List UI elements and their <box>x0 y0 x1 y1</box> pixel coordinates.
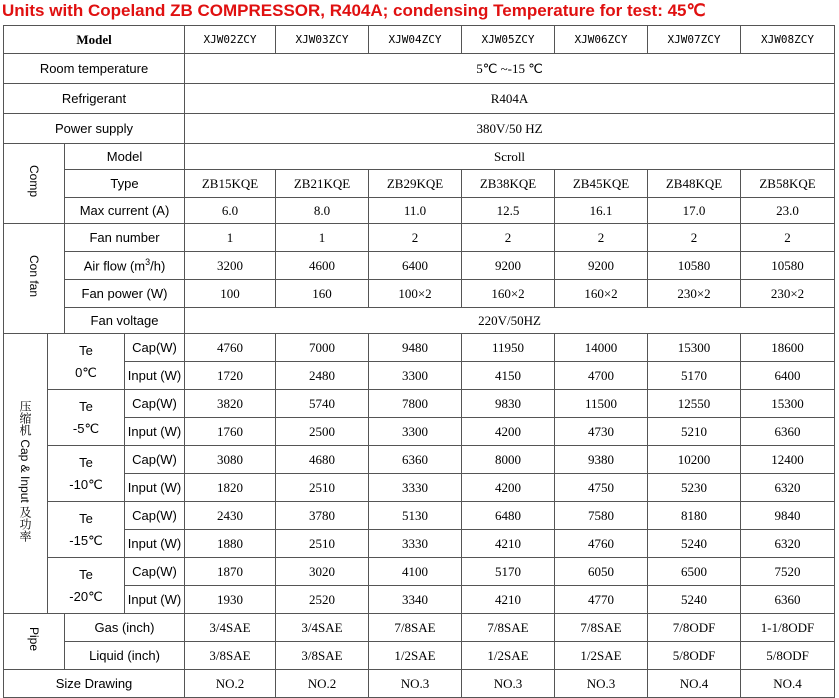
value-cell: 4700 <box>555 362 648 390</box>
input-row <box>4 362 835 390</box>
value-cell: 230×2 <box>648 280 741 308</box>
value-cell: 11.0 <box>369 198 462 224</box>
te-cell <box>48 446 125 502</box>
input-label: Input (W) <box>125 362 185 390</box>
value-cell: 3/8SAE <box>185 642 276 670</box>
value-cell: 5210 <box>648 418 741 446</box>
value-cell: 9830 <box>462 390 555 418</box>
value-cell: 12550 <box>648 390 741 418</box>
fan-voltage-row <box>4 308 835 334</box>
value-cell: ZB45KQE <box>555 170 648 198</box>
cap-label: Cap(W) <box>125 502 185 530</box>
value-cell: 9380 <box>555 446 648 474</box>
model-header: Model <box>4 26 185 54</box>
value-cell: 1/2SAE <box>555 642 648 670</box>
value-cell: XJW05ZCY <box>462 26 555 54</box>
input-label: Input (W) <box>125 418 185 446</box>
value-cell: 3200 <box>185 252 276 280</box>
value-cell: 18600 <box>741 334 835 362</box>
fan-number-row <box>4 224 835 252</box>
value-cell: 2520 <box>276 586 369 614</box>
comp-model-label: Model <box>65 144 185 170</box>
value-cell: 6360 <box>741 586 835 614</box>
comp-type-label: Type <box>65 170 185 198</box>
te-label: Te <box>79 342 93 358</box>
value-cell: XJW08ZCY <box>741 26 835 54</box>
document-title: Units with Copeland ZB COMPRESSOR, R404A; condensing Temperature for test: 45℃ <box>2 1 706 20</box>
value-cell: 1-1/8ODF <box>741 614 835 642</box>
fan-number-label: Fan number <box>65 224 185 252</box>
value-cell: 5170 <box>462 558 555 586</box>
input-row <box>4 586 835 614</box>
input-row <box>4 474 835 502</box>
value-cell: 230×2 <box>741 280 835 308</box>
room-temperature-value: 5℃ ~-15 ℃ <box>185 54 835 84</box>
value-cell: 3780 <box>276 502 369 530</box>
te-label: Te <box>79 510 93 526</box>
header-row <box>4 26 835 54</box>
value-cell: 9840 <box>741 502 835 530</box>
value-cell: NO.3 <box>462 670 555 698</box>
value-cell: 8000 <box>462 446 555 474</box>
power-supply-value: 380V/50 HZ <box>185 114 835 144</box>
value-cell: 2510 <box>276 530 369 558</box>
value-cell: 3820 <box>185 390 276 418</box>
fan-voltage-value: 220V/50HZ <box>185 308 835 334</box>
value-cell: 3080 <box>185 446 276 474</box>
air-flow-label-sup: 3 <box>145 257 151 268</box>
comp-model-value: Scroll <box>185 144 835 170</box>
value-cell: 5170 <box>648 362 741 390</box>
value-cell: 2480 <box>276 362 369 390</box>
value-cell: 7/8SAE <box>555 614 648 642</box>
value-cell: XJW07ZCY <box>648 26 741 54</box>
value-cell: 3300 <box>369 418 462 446</box>
power-supply-label: Power supply <box>4 114 185 144</box>
value-cell: XJW06ZCY <box>555 26 648 54</box>
value-cell: 4600 <box>276 252 369 280</box>
te-label: Te <box>79 454 93 470</box>
value-cell: 6050 <box>555 558 648 586</box>
cap-label: Cap(W) <box>125 334 185 362</box>
value-cell: 1930 <box>185 586 276 614</box>
cap-label: Cap(W) <box>125 558 185 586</box>
value-cell: 14000 <box>555 334 648 362</box>
value-cell: 1 <box>276 224 369 252</box>
fan-group-text: Con fan <box>27 255 41 298</box>
value-cell: 7/8ODF <box>648 614 741 642</box>
refrigerant-value: R404A <box>185 84 835 114</box>
value-cell: 1880 <box>185 530 276 558</box>
value-cell: 160×2 <box>462 280 555 308</box>
value-cell: ZB48KQE <box>648 170 741 198</box>
fan-power-row <box>4 280 835 308</box>
value-cell: NO.3 <box>369 670 462 698</box>
value-cell: 10200 <box>648 446 741 474</box>
value-cell: 6320 <box>741 530 835 558</box>
cap-label: Cap(W) <box>125 390 185 418</box>
value-cell: 4730 <box>555 418 648 446</box>
value-cell: 9480 <box>369 334 462 362</box>
value-cell: 2 <box>555 224 648 252</box>
input-label: Input (W) <box>125 586 185 614</box>
value-cell: 100 <box>185 280 276 308</box>
comp-model-row <box>4 144 835 170</box>
value-cell: 7/8SAE <box>462 614 555 642</box>
air-flow-label-unit: /h) <box>150 258 166 274</box>
value-cell: 1 <box>185 224 276 252</box>
air-flow-row <box>4 252 835 280</box>
value-cell: 15300 <box>648 334 741 362</box>
value-cell: 3340 <box>369 586 462 614</box>
value-cell: 2 <box>462 224 555 252</box>
pipe-group-label <box>4 614 65 670</box>
value-cell: 5240 <box>648 586 741 614</box>
fan-group-label <box>4 224 65 334</box>
refrigerant-label: Refrigerant <box>4 84 185 114</box>
value-cell: 2 <box>648 224 741 252</box>
value-cell: 5/8ODF <box>648 642 741 670</box>
input-label: Input (W) <box>125 474 185 502</box>
value-cell: 1/2SAE <box>369 642 462 670</box>
value-cell: 1/2SAE <box>462 642 555 670</box>
te-temperature: -10℃ <box>69 476 103 492</box>
liquid-row <box>4 642 835 670</box>
cap-row <box>4 446 835 474</box>
perf-group-label <box>4 334 48 614</box>
air-flow-label-text: Air flow (m <box>83 258 146 274</box>
value-cell: 6360 <box>741 418 835 446</box>
air-flow-label <box>65 252 185 280</box>
comp-group-text: Comp <box>27 165 41 198</box>
max-current-label: Max current (A) <box>65 198 185 224</box>
cap-row <box>4 558 835 586</box>
value-cell: ZB29KQE <box>369 170 462 198</box>
value-cell: ZB15KQE <box>185 170 276 198</box>
value-cell: 7520 <box>741 558 835 586</box>
value-cell: 3/4SAE <box>276 614 369 642</box>
value-cell: XJW04ZCY <box>369 26 462 54</box>
max-current-row <box>4 198 835 224</box>
value-cell: ZB58KQE <box>741 170 835 198</box>
fan-voltage-label: Fan voltage <box>65 308 185 334</box>
fan-power-label: Fan power (W) <box>65 280 185 308</box>
value-cell: 6400 <box>741 362 835 390</box>
value-cell: 5130 <box>369 502 462 530</box>
value-cell: 11500 <box>555 390 648 418</box>
te-temperature: -5℃ <box>72 420 100 436</box>
value-cell: 12.5 <box>462 198 555 224</box>
comp-type-row <box>4 170 835 198</box>
liquid-label: Liquid (inch) <box>65 642 185 670</box>
value-cell: 160×2 <box>555 280 648 308</box>
te-cell <box>48 334 125 390</box>
input-row <box>4 418 835 446</box>
value-cell: 1820 <box>185 474 276 502</box>
value-cell: 1760 <box>185 418 276 446</box>
value-cell: 2 <box>369 224 462 252</box>
room-temperature-row <box>4 54 835 84</box>
value-cell: 6500 <box>648 558 741 586</box>
value-cell: 12400 <box>741 446 835 474</box>
value-cell: 4750 <box>555 474 648 502</box>
value-cell: 4760 <box>555 530 648 558</box>
value-cell: 7/8SAE <box>369 614 462 642</box>
te-temperature: 0℃ <box>75 364 97 380</box>
value-cell: 10580 <box>741 252 835 280</box>
spec-table <box>3 25 835 698</box>
te-cell <box>48 558 125 614</box>
te-cell <box>48 502 125 558</box>
value-cell: 1870 <box>185 558 276 586</box>
refrigerant-row <box>4 84 835 114</box>
value-cell: 4680 <box>276 446 369 474</box>
value-cell: 10580 <box>648 252 741 280</box>
power-supply-row <box>4 114 835 144</box>
input-row <box>4 530 835 558</box>
room-temperature-label: Room temperature <box>4 54 185 84</box>
value-cell: 7800 <box>369 390 462 418</box>
te-temperature: -15℃ <box>69 532 103 548</box>
value-cell: 7580 <box>555 502 648 530</box>
value-cell: 5/8ODF <box>741 642 835 670</box>
value-cell: 15300 <box>741 390 835 418</box>
gas-label: Gas (inch) <box>65 614 185 642</box>
te-label: Te <box>79 566 93 582</box>
cap-row <box>4 502 835 530</box>
value-cell: 3/4SAE <box>185 614 276 642</box>
value-cell: 4200 <box>462 418 555 446</box>
value-cell: 2 <box>741 224 835 252</box>
value-cell: 6.0 <box>185 198 276 224</box>
value-cell: 3/8SAE <box>276 642 369 670</box>
value-cell: 4210 <box>462 586 555 614</box>
value-cell: 17.0 <box>648 198 741 224</box>
value-cell: 4760 <box>185 334 276 362</box>
value-cell: 6480 <box>462 502 555 530</box>
value-cell: 9200 <box>555 252 648 280</box>
value-cell: NO.4 <box>741 670 835 698</box>
value-cell: 11950 <box>462 334 555 362</box>
value-cell: 5230 <box>648 474 741 502</box>
value-cell: NO.2 <box>276 670 369 698</box>
value-cell: 1720 <box>185 362 276 390</box>
te-cell <box>48 390 125 446</box>
perf-group-text: 压缩机 Cap & Input 及功率 <box>18 400 32 543</box>
value-cell: 3020 <box>276 558 369 586</box>
pipe-group-text: Pipe <box>27 627 41 652</box>
value-cell: XJW02ZCY <box>185 26 276 54</box>
cap-label: Cap(W) <box>125 446 185 474</box>
value-cell: 4770 <box>555 586 648 614</box>
size-drawing-row <box>4 670 835 698</box>
te-temperature: -20℃ <box>69 588 103 604</box>
value-cell: 5240 <box>648 530 741 558</box>
value-cell: 2510 <box>276 474 369 502</box>
value-cell: 4100 <box>369 558 462 586</box>
gas-row <box>4 614 835 642</box>
te-label: Te <box>79 398 93 414</box>
value-cell: 2430 <box>185 502 276 530</box>
value-cell: 23.0 <box>741 198 835 224</box>
value-cell: 4210 <box>462 530 555 558</box>
value-cell: 6360 <box>369 446 462 474</box>
value-cell: 7000 <box>276 334 369 362</box>
value-cell: 3330 <box>369 530 462 558</box>
value-cell: 3330 <box>369 474 462 502</box>
value-cell: XJW03ZCY <box>276 26 369 54</box>
value-cell: 2500 <box>276 418 369 446</box>
input-label: Input (W) <box>125 530 185 558</box>
value-cell: 100×2 <box>369 280 462 308</box>
value-cell: ZB38KQE <box>462 170 555 198</box>
value-cell: 9200 <box>462 252 555 280</box>
value-cell: 16.1 <box>555 198 648 224</box>
value-cell: NO.2 <box>185 670 276 698</box>
value-cell: 8180 <box>648 502 741 530</box>
cap-row <box>4 334 835 362</box>
value-cell: 4150 <box>462 362 555 390</box>
value-cell: 3300 <box>369 362 462 390</box>
comp-group-label <box>4 144 65 224</box>
value-cell: NO.3 <box>555 670 648 698</box>
value-cell: 6400 <box>369 252 462 280</box>
cap-row <box>4 390 835 418</box>
value-cell: NO.4 <box>648 670 741 698</box>
value-cell: 6320 <box>741 474 835 502</box>
size-drawing-label: Size Drawing <box>4 670 185 698</box>
value-cell: 4200 <box>462 474 555 502</box>
value-cell: 5740 <box>276 390 369 418</box>
value-cell: 8.0 <box>276 198 369 224</box>
value-cell: 160 <box>276 280 369 308</box>
value-cell: ZB21KQE <box>276 170 369 198</box>
